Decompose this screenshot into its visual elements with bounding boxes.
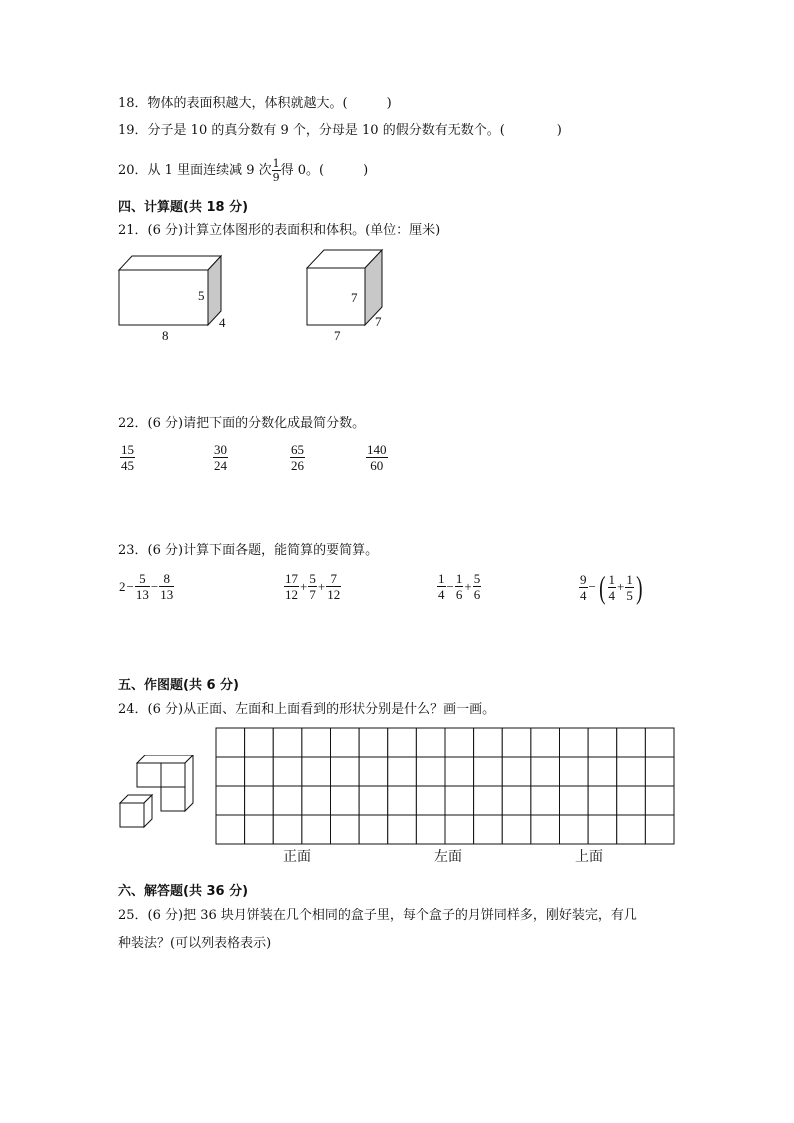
grid-cell[interactable] (474, 786, 503, 815)
grid-cell[interactable] (445, 728, 474, 757)
grid-cell[interactable] (359, 757, 388, 786)
fraction-numerator: 5 (309, 571, 316, 586)
fraction-denominator: 9 (272, 171, 280, 184)
grid-cell[interactable] (388, 786, 417, 815)
fraction-one-ninth (272, 158, 281, 183)
grid-cell[interactable] (416, 815, 445, 844)
left-parenthesis: ( (598, 569, 606, 605)
fraction-denominator: 4 (438, 587, 445, 602)
grid-cell[interactable] (645, 728, 674, 757)
expr-leading-number: 2 (119, 578, 126, 594)
expr-operator: − (126, 578, 134, 594)
fraction-denominator: 7 (309, 587, 316, 602)
grid-cell[interactable] (273, 728, 302, 757)
section-6-title: 六、解答题(共 36 分) (118, 884, 249, 899)
fraction-denominator: 13 (160, 587, 174, 602)
grid-cell[interactable] (273, 757, 302, 786)
expr-operator: + (464, 578, 472, 594)
expression-4 (579, 571, 645, 603)
fraction-numerator: 5 (135, 572, 150, 587)
fraction-denominator: 13 (135, 587, 149, 602)
grid-cell[interactable] (531, 815, 560, 844)
fraction-denominator: 6 (473, 587, 481, 602)
grid-cell[interactable] (416, 757, 445, 786)
cuboid-figure (115, 250, 230, 330)
cuboid-width-label: 4 (219, 315, 226, 330)
grid-cell[interactable] (560, 728, 589, 757)
fraction-denominator: 4 (608, 587, 615, 603)
grid-cell[interactable] (359, 728, 388, 757)
grid-cell[interactable] (588, 757, 617, 786)
expr-operator: + (317, 578, 326, 594)
expression-2 (284, 572, 341, 601)
fraction-3 (290, 443, 305, 472)
grid-label-top: 上面 (575, 849, 603, 865)
expr-operator: − (150, 578, 159, 594)
question-19: 19．分子是 10 的真分数有 9 个，分母是 10 的假分数有无数个。( ) (118, 123, 562, 138)
fraction-numerator: 9 (580, 571, 587, 587)
grid-cell[interactable] (502, 757, 531, 786)
stacked-cubes-figure (117, 755, 197, 830)
grid-cell[interactable] (588, 786, 617, 815)
fraction-numerator: 5 (473, 571, 481, 586)
grid-cell[interactable] (531, 786, 560, 815)
grid-cell[interactable] (560, 786, 589, 815)
question-20 (118, 158, 368, 183)
grid-cell[interactable] (588, 815, 617, 844)
question-20-prefix: 20．从 1 里面连续减 9 次 (118, 163, 272, 178)
grid-cell[interactable] (502, 815, 531, 844)
fraction-numerator: 1 (608, 571, 615, 587)
expression-1 (119, 572, 174, 601)
grid-cell[interactable] (645, 815, 674, 844)
grid-cell[interactable] (331, 728, 360, 757)
expr-operator: − (588, 579, 596, 594)
grid-cell[interactable] (445, 757, 474, 786)
grid-cell[interactable] (588, 728, 617, 757)
cube-height-label: 7 (351, 290, 358, 305)
grid-cell[interactable] (359, 786, 388, 815)
grid-cell[interactable] (216, 786, 245, 815)
question-21: 21．(6 分)计算立体图形的表面积和体积。(单位：厘米) (118, 223, 441, 238)
question-20-suffix: 得 0。( ) (280, 163, 369, 178)
grid-cell[interactable] (302, 786, 331, 815)
grid-cell[interactable] (273, 786, 302, 815)
grid-cell[interactable] (645, 757, 674, 786)
right-parenthesis: ) (635, 569, 643, 605)
grid-cell[interactable] (445, 815, 474, 844)
grid-cell[interactable] (302, 757, 331, 786)
fraction-numerator: 1 (455, 571, 463, 586)
cube-length-label: 7 (334, 328, 341, 343)
grid-cell[interactable] (645, 786, 674, 815)
fraction-denominator: 26 (291, 458, 304, 473)
fraction-4 (366, 443, 388, 472)
grid-cell[interactable] (331, 786, 360, 815)
question-25-line-2: 种装法？(可以列表格表示) (118, 936, 272, 951)
grid-cell[interactable] (388, 815, 417, 844)
section-4-title: 四、计算题(共 18 分) (118, 200, 249, 215)
fraction-numerator: 140 (367, 442, 387, 457)
fraction-numerator: 7 (326, 572, 341, 587)
grid-cell[interactable] (216, 815, 245, 844)
fraction-numerator: 1 (438, 571, 445, 586)
grid-cell[interactable] (245, 728, 274, 757)
fraction-numerator: 65 (291, 442, 304, 457)
fraction-denominator: 24 (214, 458, 227, 473)
grid-cell[interactable] (388, 728, 417, 757)
cube-width-label: 7 (375, 314, 382, 329)
fraction-denominator: 60 (370, 458, 384, 473)
expr-operator: + (617, 579, 625, 594)
cuboid-height-label: 5 (198, 288, 205, 303)
section-5-title: 五、作图题(共 6 分) (118, 678, 239, 693)
fraction-denominator: 4 (580, 587, 587, 603)
grid-cell[interactable] (617, 815, 646, 844)
drawing-grid[interactable] (215, 727, 675, 845)
grid-cell[interactable] (531, 757, 560, 786)
fraction-numerator: 30 (214, 442, 227, 457)
grid-cell[interactable] (302, 815, 331, 844)
fraction-denominator: 45 (121, 458, 134, 473)
grid-cell[interactable] (216, 757, 245, 786)
question-24: 24．(6 分)从正面、左面和上面看到的形状分别是什么？画一画。 (118, 702, 496, 717)
fraction-numerator: 1 (626, 571, 633, 587)
grid-cell[interactable] (245, 786, 274, 815)
grid-cell[interactable] (331, 815, 360, 844)
grid-cell[interactable] (245, 757, 274, 786)
grid-cell[interactable] (560, 757, 589, 786)
grid-cell[interactable] (416, 728, 445, 757)
grid-cell[interactable] (502, 786, 531, 815)
grid-cell[interactable] (416, 786, 445, 815)
grid-cell[interactable] (474, 757, 503, 786)
grid-label-front: 正面 (283, 849, 311, 865)
grid-cell[interactable] (245, 815, 274, 844)
fraction-numerator: 17 (285, 571, 298, 586)
grid-cell[interactable] (531, 728, 560, 757)
fraction-denominator: 12 (285, 587, 298, 602)
question-23: 23．(6 分)计算下面各题，能简算的要简算。 (118, 543, 379, 558)
expr-operator: + (300, 578, 308, 594)
fraction-denominator: 6 (455, 587, 463, 602)
grid-cell[interactable] (617, 786, 646, 815)
grid-cell[interactable] (388, 757, 417, 786)
grid-cell[interactable] (617, 757, 646, 786)
grid-cell[interactable] (302, 728, 331, 757)
cuboid-length-label: 8 (162, 328, 169, 343)
expr-operator: − (446, 578, 454, 594)
fraction-1 (120, 443, 135, 472)
grid-cell[interactable] (445, 786, 474, 815)
grid-cell[interactable] (617, 728, 646, 757)
question-25-line-1: 25．(6 分)把 36 块月饼装在几个相同的盒子里，每个盒子的月饼同样多，刚好装完，有几 (118, 908, 637, 923)
grid-label-left: 左面 (434, 849, 462, 865)
grid-cell[interactable] (474, 815, 503, 844)
fraction-numerator: 1 (272, 157, 280, 170)
grid-cell[interactable] (273, 815, 302, 844)
question-22: 22．(6 分)请把下面的分数化成最简分数。 (118, 416, 366, 431)
grid-cell[interactable] (359, 815, 388, 844)
question-18: 18．物体的表面积越大，体积就越大。( ) (118, 96, 392, 111)
grid-cell[interactable] (474, 728, 503, 757)
fraction-denominator: 5 (626, 587, 633, 603)
fraction-2 (213, 443, 228, 472)
fraction-denominator: 12 (327, 587, 341, 602)
expression-3 (437, 572, 481, 601)
fraction-numerator: 8 (159, 572, 174, 587)
fraction-numerator: 15 (121, 442, 134, 457)
grid-cell[interactable] (560, 815, 589, 844)
grid-cell[interactable] (216, 728, 245, 757)
grid-cell[interactable] (331, 757, 360, 786)
grid-cell[interactable] (502, 728, 531, 757)
